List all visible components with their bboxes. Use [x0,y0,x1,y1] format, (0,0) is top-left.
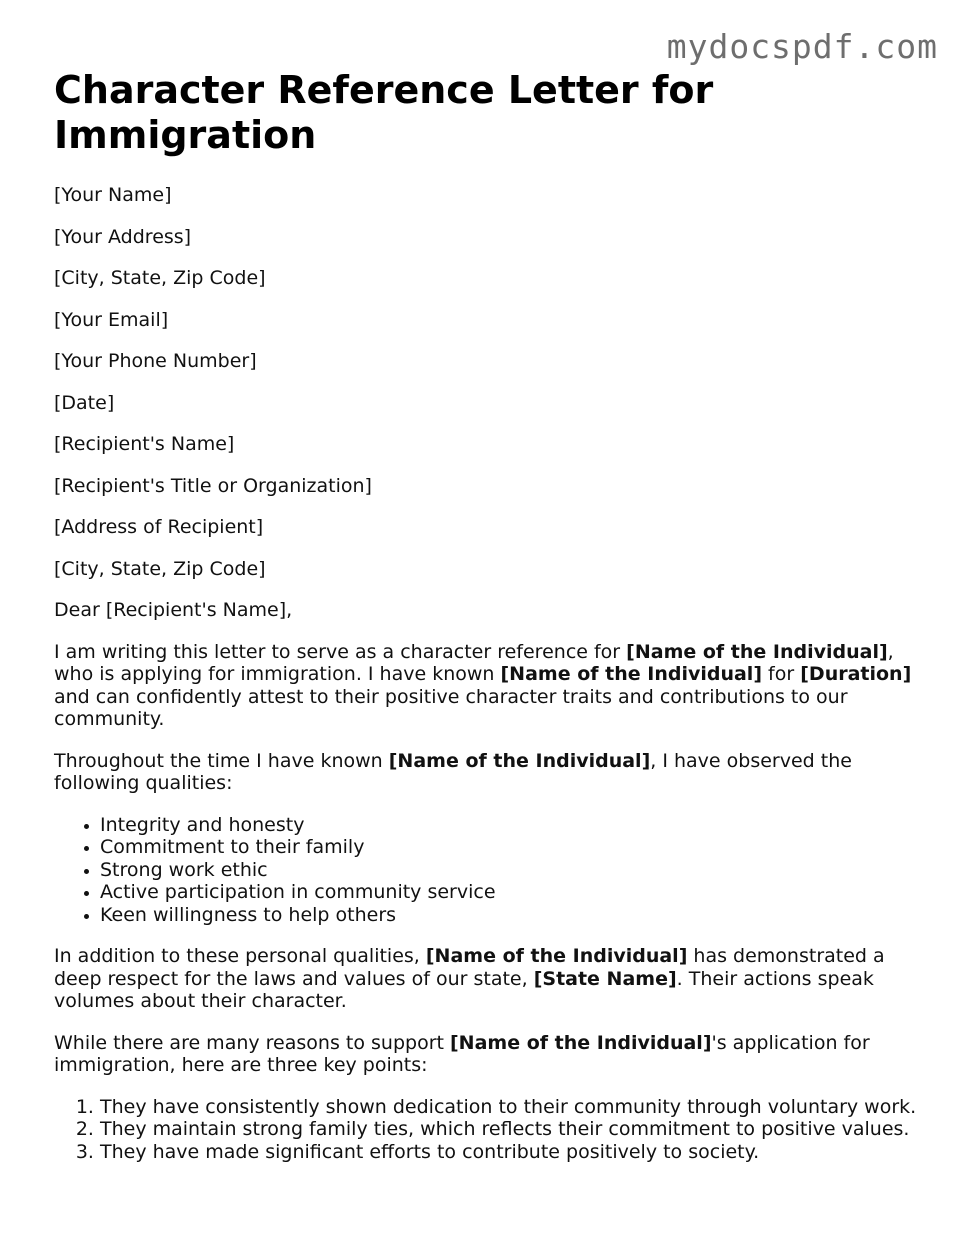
sender-phone: [Your Phone Number] [54,350,257,372]
document-title: Character Reference Letter for Immigration [54,68,714,157]
recipient-name: [Recipient's Name] [54,433,235,455]
sender-city-state-zip: [City, State, Zip Code] [54,267,266,289]
key-points-list [54,1096,934,1164]
respect-paragraph: In addition to these personal qualities, [Name of the Individual] has demonstrated a deep respect for the laws and values of our state, [State Name]. Their actions speak volumes about their character. [54,945,885,1012]
reasons-paragraph: While there are many reasons to support [Name of the Individual]'s application for immigration, here are three key points: [54,1031,870,1076]
letter-document [54,68,934,1182]
list-item: 2. They maintain strong family ties, which reflects their commitment to positive values. [100,1118,934,1141]
sender-name: [Your Name] [54,184,172,206]
qualities-intro-paragraph: Throughout the time I have known [Name of the Individual], I have observed the following qualities: [54,749,852,794]
list-item: • Active participation in community service [100,881,934,904]
qualities-list [54,814,934,927]
recipient-title-org: [Recipient's Title or Organization] [54,474,372,497]
duration-placeholder: [Duration] [800,663,912,685]
recipient-address: [Address of Recipient] [54,516,264,538]
watermark: mydocspdf.com [666,27,938,66]
list-item: 1. They have consistently shown dedication to their community through voluntary work. [100,1096,934,1119]
list-item: • Integrity and honesty [100,814,934,837]
list-item: 3. They have made significant efforts to contribute positively to society. [100,1141,934,1164]
intro-paragraph: I am writing this letter to serve as a character reference for [Name of the Individual], who is applying for immigration. I have known [Name of the Individual] for [Duration] and can confidently attest to their positive character traits and contributions to our community. [54,640,912,730]
list-item: • Keen willingness to help others [100,904,934,927]
individual-name-placeholder: [Name of the Individual] [388,749,651,772]
list-item: • Commitment to their family [100,836,934,859]
individual-name-placeholder: [Name of the Individual] [626,640,888,663]
letter-date: [Date] [54,391,115,414]
sender-address: [Your Address] [54,225,192,248]
individual-name-placeholder: [Name of the Individual] [425,945,688,967]
list-item: • Strong work ethic [100,859,934,882]
sender-email: [Your Email] [54,308,169,331]
state-name-placeholder: [State Name] [533,967,677,990]
salutation: Dear [Recipient's Name], [54,599,293,621]
individual-name-placeholder: [Name of the Individual] [450,1031,712,1054]
individual-name-placeholder: [Name of the Individual] [500,663,763,685]
recipient-city-state-zip: [City, State, Zip Code] [54,557,266,580]
